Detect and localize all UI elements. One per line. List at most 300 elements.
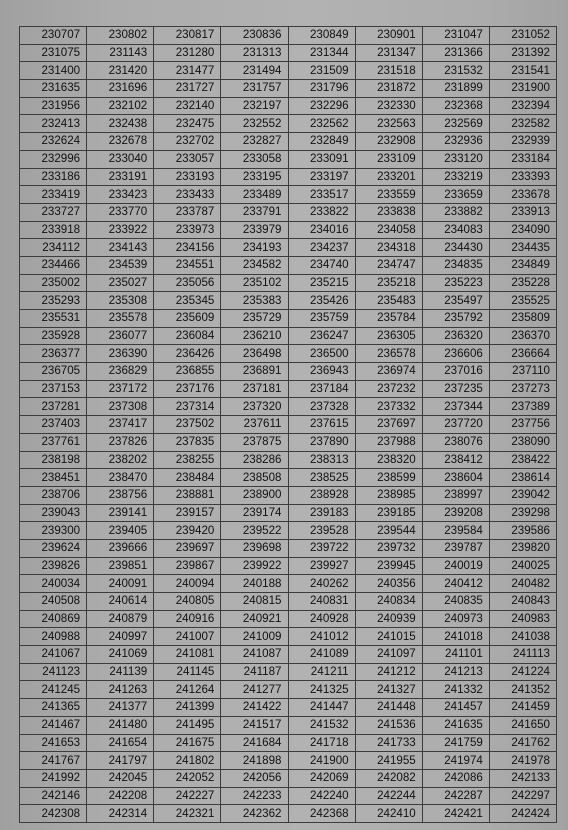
table-cell: 242424: [489, 805, 556, 823]
table-cell: 241213: [422, 663, 489, 681]
table-cell: 238484: [154, 469, 221, 487]
table-cell: 240262: [288, 575, 355, 593]
table-cell: 239732: [355, 539, 422, 557]
table-cell: 234237: [288, 239, 355, 257]
table-cell: 241327: [355, 681, 422, 699]
table-cell: 241224: [489, 663, 556, 681]
table-cell: 233201: [355, 168, 422, 186]
table-cell: 233770: [87, 203, 154, 221]
table-cell: 237332: [355, 398, 422, 416]
table-cell: 236498: [221, 345, 288, 363]
table-row: [20, 539, 557, 557]
table-cell: 240997: [87, 628, 154, 646]
table-cell: 238756: [87, 486, 154, 504]
table-row: [20, 575, 557, 593]
table-cell: 236578: [355, 345, 422, 363]
table-cell: 242368: [288, 805, 355, 823]
table-cell: 231696: [87, 80, 154, 98]
table-cell: 240034: [20, 575, 87, 593]
table-cell: 236426: [154, 345, 221, 363]
table-cell: 237697: [355, 416, 422, 434]
table-cell: 231143: [87, 44, 154, 62]
table-cell: 238614: [489, 469, 556, 487]
table-cell: 231047: [422, 27, 489, 45]
table-cell: 241264: [154, 681, 221, 699]
table-cell: 237110: [489, 363, 556, 381]
table-row: [20, 274, 557, 292]
table-cell: 240356: [355, 575, 422, 593]
table-cell: 240879: [87, 610, 154, 628]
table-cell: 237328: [288, 398, 355, 416]
table-cell: 239722: [288, 539, 355, 557]
table-cell: 241978: [489, 752, 556, 770]
table-cell: 234435: [489, 239, 556, 257]
table-cell: 242297: [489, 787, 556, 805]
table-cell: 231400: [20, 62, 87, 80]
table-row: [20, 62, 557, 80]
table-cell: 236077: [87, 327, 154, 345]
table-cell: 242244: [355, 787, 422, 805]
table-row: [20, 699, 557, 717]
table-row: [20, 628, 557, 646]
table-cell: 241399: [154, 699, 221, 717]
table-cell: 232702: [154, 133, 221, 151]
table-row: [20, 486, 557, 504]
table-cell: 240412: [422, 575, 489, 593]
table-cell: 235308: [87, 292, 154, 310]
table-cell: 235218: [355, 274, 422, 292]
table-cell: 241495: [154, 716, 221, 734]
table-cell: 240091: [87, 575, 154, 593]
table-cell: 240835: [422, 593, 489, 611]
table-cell: 242056: [221, 769, 288, 787]
table-cell: 238076: [422, 433, 489, 451]
table-cell: 240928: [288, 610, 355, 628]
table-cell: 234193: [221, 239, 288, 257]
table-row: [20, 752, 557, 770]
table-cell: 241802: [154, 752, 221, 770]
table-cell: 241992: [20, 769, 87, 787]
table-row: [20, 310, 557, 328]
table-cell: 234551: [154, 256, 221, 274]
table-cell: 230817: [154, 27, 221, 45]
table-cell: 231075: [20, 44, 87, 62]
table-cell: 241448: [355, 699, 422, 717]
table-cell: 239042: [489, 486, 556, 504]
table-cell: 234318: [355, 239, 422, 257]
table-cell: 242287: [422, 787, 489, 805]
table-cell: 242314: [87, 805, 154, 823]
table-cell: 235002: [20, 274, 87, 292]
table-cell: 230836: [221, 27, 288, 45]
table-cell: 232102: [87, 97, 154, 115]
table-cell: 239522: [221, 522, 288, 540]
table-cell: 239405: [87, 522, 154, 540]
table-cell: 242069: [288, 769, 355, 787]
table-cell: 235345: [154, 292, 221, 310]
table-row: [20, 522, 557, 540]
table-cell: 236377: [20, 345, 87, 363]
table-cell: 232936: [422, 133, 489, 151]
table-cell: 241038: [489, 628, 556, 646]
table-cell: 239922: [221, 557, 288, 575]
table-cell: 234016: [288, 221, 355, 239]
table-cell: 237308: [87, 398, 154, 416]
table-cell: 239787: [422, 539, 489, 557]
table-cell: 239927: [288, 557, 355, 575]
table-cell: 235609: [154, 310, 221, 328]
table-cell: 242208: [87, 787, 154, 805]
table-cell: 231494: [221, 62, 288, 80]
table-cell: 240834: [355, 593, 422, 611]
table-cell: 238900: [221, 486, 288, 504]
table-cell: 234849: [489, 256, 556, 274]
table-cell: 241635: [422, 716, 489, 734]
table-cell: 241955: [355, 752, 422, 770]
table-cell: 239698: [221, 539, 288, 557]
table-cell: 235223: [422, 274, 489, 292]
table-cell: 233913: [489, 203, 556, 221]
table-cell: 237273: [489, 380, 556, 398]
table-cell: 241733: [355, 734, 422, 752]
table-cell: 241536: [355, 716, 422, 734]
table-cell: 231635: [20, 80, 87, 98]
table-cell: 233678: [489, 186, 556, 204]
table-cell: 235578: [87, 310, 154, 328]
table-cell: 235759: [288, 310, 355, 328]
table-cell: 235383: [221, 292, 288, 310]
table-cell: 232827: [221, 133, 288, 151]
table-cell: 242082: [355, 769, 422, 787]
table-cell: 233197: [288, 168, 355, 186]
table-row: [20, 44, 557, 62]
table-row: [20, 716, 557, 734]
table-cell: 241675: [154, 734, 221, 752]
table-cell: 240843: [489, 593, 556, 611]
table-cell: 241123: [20, 663, 87, 681]
table-row: [20, 327, 557, 345]
table-cell: 234430: [422, 239, 489, 257]
table-cell: 241015: [355, 628, 422, 646]
table-cell: 240973: [422, 610, 489, 628]
table-row: [20, 398, 557, 416]
table-cell: 234582: [221, 256, 288, 274]
table-cell: 238470: [87, 469, 154, 487]
table-cell: 235027: [87, 274, 154, 292]
table-cell: 241097: [355, 646, 422, 664]
table-cell: 233184: [489, 150, 556, 168]
table-cell: 233791: [221, 203, 288, 221]
table-cell: 240916: [154, 610, 221, 628]
table-row: [20, 663, 557, 681]
table-cell: 241467: [20, 716, 87, 734]
table-cell: 231280: [154, 44, 221, 62]
table-cell: 237281: [20, 398, 87, 416]
table-cell: 230901: [355, 27, 422, 45]
table-cell: 233922: [87, 221, 154, 239]
table-cell: 234466: [20, 256, 87, 274]
table-cell: 236500: [288, 345, 355, 363]
table-cell: 241762: [489, 734, 556, 752]
table-cell: 237890: [288, 433, 355, 451]
table-row: [20, 469, 557, 487]
table-cell: 240983: [489, 610, 556, 628]
table-cell: 239157: [154, 504, 221, 522]
table-cell: 232582: [489, 115, 556, 133]
table-cell: 239298: [489, 504, 556, 522]
table-row: [20, 610, 557, 628]
table-cell: 241900: [288, 752, 355, 770]
table-cell: 232908: [355, 133, 422, 151]
table-cell: 230707: [20, 27, 87, 45]
table-cell: 241759: [422, 734, 489, 752]
table-cell: 241365: [20, 699, 87, 717]
table-cell: 240482: [489, 575, 556, 593]
table-cell: 237172: [87, 380, 154, 398]
table-cell: 231509: [288, 62, 355, 80]
table-cell: 239697: [154, 539, 221, 557]
table-cell: 241087: [221, 646, 288, 664]
table-cell: 241212: [355, 663, 422, 681]
table-cell: 234835: [422, 256, 489, 274]
table-cell: 241422: [221, 699, 288, 717]
table-cell: 235102: [221, 274, 288, 292]
table-cell: 240805: [154, 593, 221, 611]
table-cell: 241653: [20, 734, 87, 752]
table-cell: 239420: [154, 522, 221, 540]
table-cell: 239867: [154, 557, 221, 575]
number-table: [19, 26, 557, 823]
table-cell: 241113: [489, 646, 556, 664]
table-cell: 235215: [288, 274, 355, 292]
table-cell: 241352: [489, 681, 556, 699]
table-cell: 231366: [422, 44, 489, 62]
table-cell: 241263: [87, 681, 154, 699]
table-cell: 233120: [422, 150, 489, 168]
table-cell: 242133: [489, 769, 556, 787]
table-cell: 230802: [87, 27, 154, 45]
table-row: [20, 557, 557, 575]
table-cell: 242146: [20, 787, 87, 805]
table-cell: 236855: [154, 363, 221, 381]
table-cell: 233040: [87, 150, 154, 168]
table-cell: 239624: [20, 539, 87, 557]
table-cell: 236247: [288, 327, 355, 345]
table-cell: 231956: [20, 97, 87, 115]
table-cell: 237153: [20, 380, 87, 398]
table-cell: 241081: [154, 646, 221, 664]
table-cell: 241332: [422, 681, 489, 699]
table-cell: 241009: [221, 628, 288, 646]
table-cell: 236943: [288, 363, 355, 381]
table-cell: 234747: [355, 256, 422, 274]
table-cell: 230849: [288, 27, 355, 45]
table-cell: 232438: [87, 115, 154, 133]
table-cell: 238412: [422, 451, 489, 469]
table-cell: 238198: [20, 451, 87, 469]
table-row: [20, 221, 557, 239]
table-cell: 233057: [154, 150, 221, 168]
table-cell: 242421: [422, 805, 489, 823]
table-cell: 242086: [422, 769, 489, 787]
table-cell: 237314: [154, 398, 221, 416]
table-cell: 236320: [422, 327, 489, 345]
table-cell: 242045: [87, 769, 154, 787]
table-cell: 242240: [288, 787, 355, 805]
table-cell: 237988: [355, 433, 422, 451]
table-cell: 241532: [288, 716, 355, 734]
table-cell: 236664: [489, 345, 556, 363]
table-cell: 231344: [288, 44, 355, 62]
table-cell: 239584: [422, 522, 489, 540]
table-cell: 238451: [20, 469, 87, 487]
table-cell: 241447: [288, 699, 355, 717]
table-row: [20, 380, 557, 398]
table-row: [20, 769, 557, 787]
table-cell: 234539: [87, 256, 154, 274]
table-cell: 232413: [20, 115, 87, 133]
number-table-body: [20, 27, 557, 823]
table-cell: 231392: [489, 44, 556, 62]
table-cell: 235809: [489, 310, 556, 328]
table-cell: 239043: [20, 504, 87, 522]
table-cell: 241145: [154, 663, 221, 681]
table-cell: 235928: [20, 327, 87, 345]
table-row: [20, 451, 557, 469]
table-cell: 241089: [288, 646, 355, 664]
table-cell: 233822: [288, 203, 355, 221]
table-cell: 236210: [221, 327, 288, 345]
table-cell: 238985: [355, 486, 422, 504]
table-cell: 238508: [221, 469, 288, 487]
table-cell: 232569: [422, 115, 489, 133]
table-cell: 232140: [154, 97, 221, 115]
table-cell: 231757: [221, 80, 288, 98]
table-cell: 236370: [489, 327, 556, 345]
table-cell: 237826: [87, 433, 154, 451]
table-cell: 237835: [154, 433, 221, 451]
table-cell: 231420: [87, 62, 154, 80]
table-cell: 238422: [489, 451, 556, 469]
table-cell: 231347: [355, 44, 422, 62]
table-cell: 233219: [422, 168, 489, 186]
table-cell: 239208: [422, 504, 489, 522]
table-cell: 234740: [288, 256, 355, 274]
table-row: [20, 97, 557, 115]
table-cell: 241325: [288, 681, 355, 699]
table-cell: 241101: [422, 646, 489, 664]
table-cell: 231532: [422, 62, 489, 80]
table-cell: 231872: [355, 80, 422, 98]
table-cell: 239820: [489, 539, 556, 557]
table-cell: 233419: [20, 186, 87, 204]
table-cell: 237611: [221, 416, 288, 434]
table-cell: 232996: [20, 150, 87, 168]
table-cell: 238706: [20, 486, 87, 504]
table-cell: 237761: [20, 433, 87, 451]
table-cell: 237344: [422, 398, 489, 416]
table-cell: 240019: [422, 557, 489, 575]
table-cell: 233423: [87, 186, 154, 204]
table-cell: 232368: [422, 97, 489, 115]
table-cell: 241898: [221, 752, 288, 770]
table-row: [20, 593, 557, 611]
table-cell: 237176: [154, 380, 221, 398]
table-cell: 232849: [288, 133, 355, 151]
table-row: [20, 345, 557, 363]
table-cell: 240094: [154, 575, 221, 593]
table-cell: 233433: [154, 186, 221, 204]
table-cell: 241012: [288, 628, 355, 646]
table-cell: 241069: [87, 646, 154, 664]
table-cell: 239826: [20, 557, 87, 575]
table-cell: 241654: [87, 734, 154, 752]
table-cell: 231477: [154, 62, 221, 80]
table-cell: 234058: [355, 221, 422, 239]
table-cell: 231052: [489, 27, 556, 45]
table-cell: 238090: [489, 433, 556, 451]
table-cell: 233979: [221, 221, 288, 239]
table-cell: 234112: [20, 239, 87, 257]
table-cell: 233058: [221, 150, 288, 168]
table-cell: 241457: [422, 699, 489, 717]
table-cell: 238202: [87, 451, 154, 469]
table-cell: 233186: [20, 168, 87, 186]
table-row: [20, 363, 557, 381]
table-row: [20, 80, 557, 98]
table-cell: 235426: [288, 292, 355, 310]
table-cell: 232475: [154, 115, 221, 133]
table-cell: 242321: [154, 805, 221, 823]
table-cell: 232330: [355, 97, 422, 115]
table-cell: 240025: [489, 557, 556, 575]
table-cell: 242052: [154, 769, 221, 787]
table-row: [20, 805, 557, 823]
table-cell: 242410: [355, 805, 422, 823]
table-cell: 231796: [288, 80, 355, 98]
table-row: [20, 681, 557, 699]
table-cell: 232563: [355, 115, 422, 133]
table-row: [20, 646, 557, 664]
table-row: [20, 239, 557, 257]
table-cell: 239174: [221, 504, 288, 522]
table-cell: 234156: [154, 239, 221, 257]
table-cell: 237417: [87, 416, 154, 434]
table-cell: 236305: [355, 327, 422, 345]
table-cell: 232939: [489, 133, 556, 151]
table-row: [20, 133, 557, 151]
table-cell: 241974: [422, 752, 489, 770]
table-cell: 233973: [154, 221, 221, 239]
table-row: [20, 504, 557, 522]
table-cell: 237720: [422, 416, 489, 434]
table-cell: 238320: [355, 451, 422, 469]
table-cell: 240869: [20, 610, 87, 628]
table-cell: 242233: [221, 787, 288, 805]
table-cell: 239666: [87, 539, 154, 557]
table-cell: 239528: [288, 522, 355, 540]
table-cell: 233193: [154, 168, 221, 186]
table-cell: 237875: [221, 433, 288, 451]
table-cell: 231727: [154, 80, 221, 98]
table-cell: 232678: [87, 133, 154, 151]
table-cell: 234083: [422, 221, 489, 239]
table-cell: 240921: [221, 610, 288, 628]
table-cell: 235056: [154, 274, 221, 292]
table-cell: 238599: [355, 469, 422, 487]
table-cell: 233882: [422, 203, 489, 221]
table-cell: 241211: [288, 663, 355, 681]
